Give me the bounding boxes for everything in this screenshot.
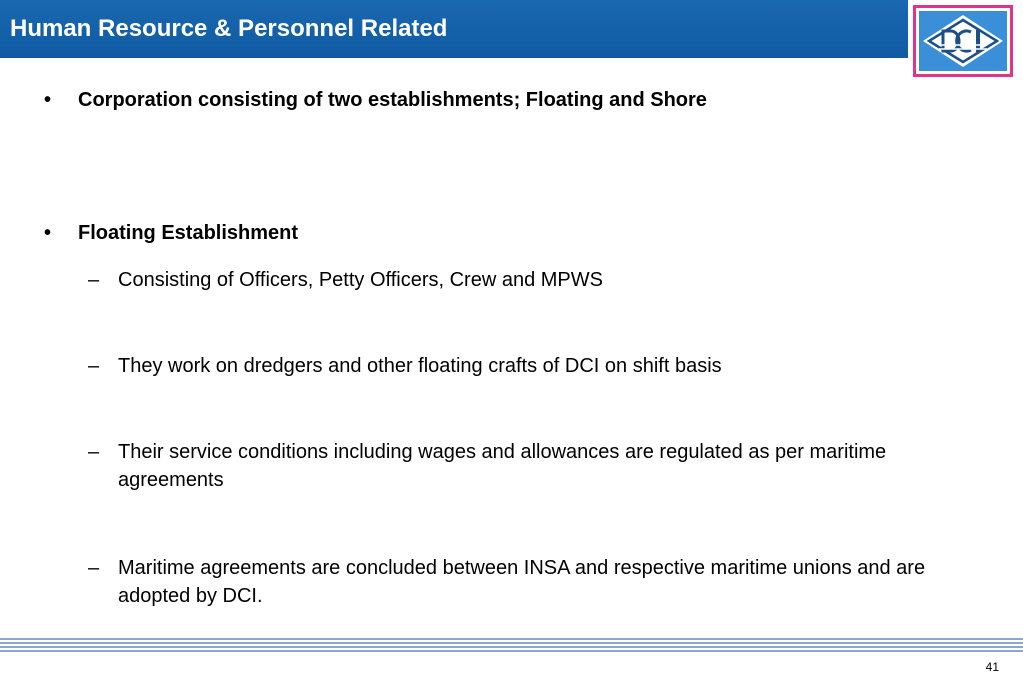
footer-divider bbox=[0, 638, 1023, 654]
sub-item-text: They work on dredgers and other floating crafts of DCI on shift basis bbox=[118, 355, 722, 377]
dash-mark: – bbox=[88, 269, 100, 291]
bullet-text: Floating Establishment bbox=[78, 222, 299, 244]
page-number: 41 bbox=[985, 660, 999, 674]
sub-item-text: Maritime agreements are concluded between INSA and respective maritime unions and are adopted by DCI. bbox=[118, 557, 926, 607]
title-bar bbox=[0, 0, 908, 58]
logo-frame bbox=[913, 5, 1013, 77]
dash-mark: – bbox=[88, 441, 100, 463]
sub-item-text: Their service conditions including wages and allowances are regulated as per maritime agreements bbox=[118, 441, 887, 491]
bullet-mark: • bbox=[44, 89, 52, 111]
slide-title: Human Resource & Personnel Related bbox=[10, 15, 448, 42]
dci-logo-icon bbox=[919, 11, 1007, 71]
sub-item-text: Consisting of Officers, Petty Officers, Crew and MPWS bbox=[118, 269, 603, 291]
dash-mark: – bbox=[88, 355, 100, 377]
bullet-mark: • bbox=[44, 222, 52, 244]
bullet-text: Corporation consisting of two establishments; Floating and Shore bbox=[78, 89, 707, 111]
dash-mark: – bbox=[88, 557, 100, 579]
